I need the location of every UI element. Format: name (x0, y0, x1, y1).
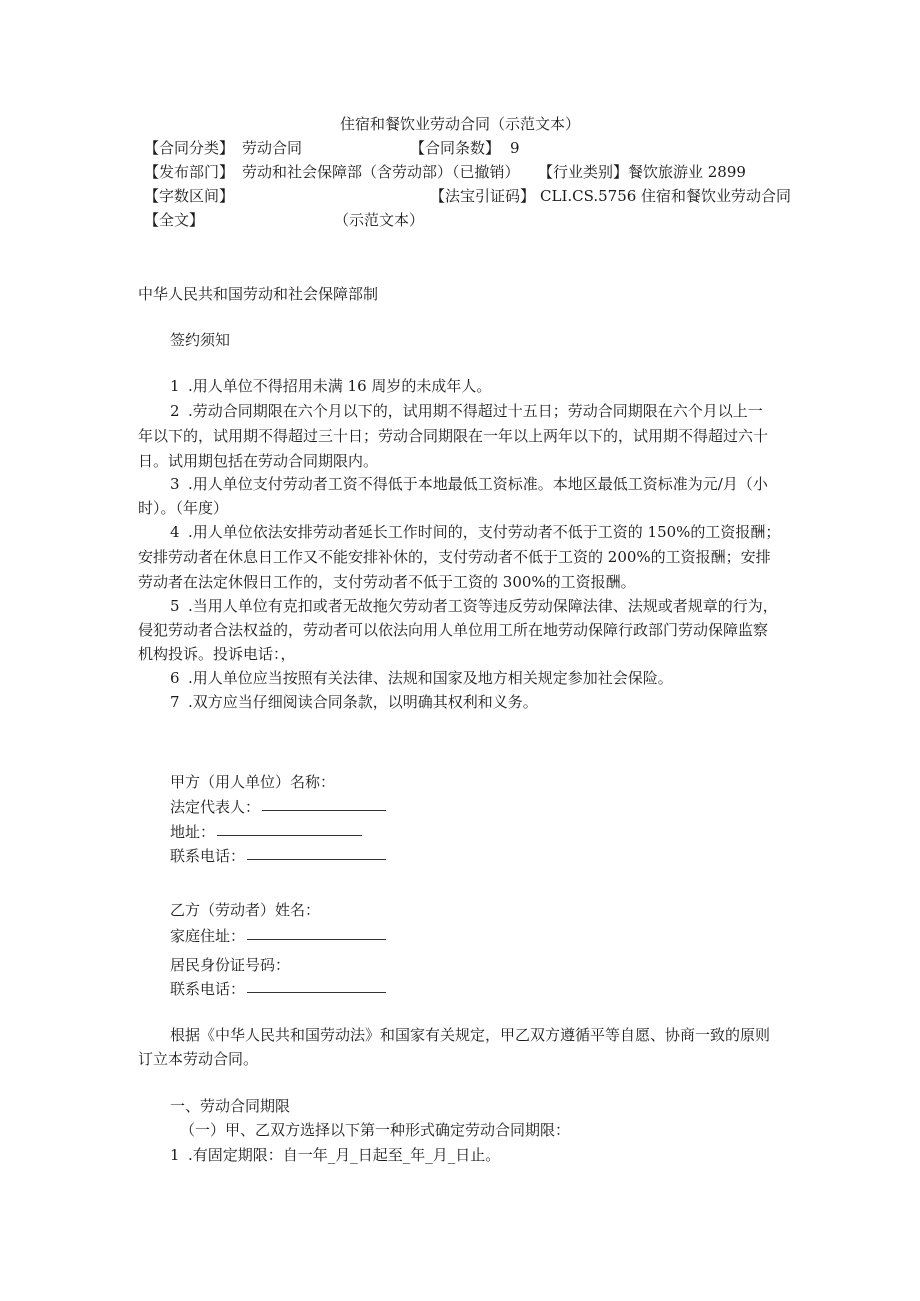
notice-6-text: .用人单位应当按照有关法律、法规和国家及地方相关规定参加社会保险。 (188, 669, 673, 687)
section1-item1-num: 1 (170, 1146, 180, 1164)
section1-heading: 一、劳动合同期限 (170, 1097, 291, 1115)
party-a-rep-blank[interactable] (262, 810, 386, 811)
party-a-phone-label: 联系电话： (170, 847, 246, 865)
notice-3-line2: 时）。（年度） (138, 499, 229, 517)
party-b-phone-blank[interactable] (247, 992, 386, 993)
basis-line1: 根据《中华人民共和国劳动法》和国家有关规定，甲乙双方遵循平等自愿、协商一致的原则 (170, 1026, 771, 1044)
notice-2-line3: 日。试用期包括在劳动合同期限内。 (138, 452, 379, 470)
notice-7-num: 7 (170, 693, 180, 711)
meta-cite-label: 【法宝引证码】 (430, 187, 536, 205)
notice-1-num: 1 (170, 377, 180, 395)
meta-industry-label: 【行业类别】 (538, 163, 629, 181)
basis-line2: 订立本劳动合同。 (138, 1050, 259, 1068)
issuer: 中华人民共和国劳动和社会保障部制 (138, 285, 379, 303)
document-title: 住宿和餐饮业劳动合同（示范文本） (339, 115, 580, 133)
meta-fulltext-label: 【全文】 (144, 211, 205, 229)
party-a-name-label: 甲方（用人单位）名称： (170, 773, 336, 791)
meta-count-label: 【合同条数】 (410, 139, 501, 157)
meta-category-value: 劳动合同 (242, 139, 303, 157)
notice-3-line1: .用人单位支付劳动者工资不得低于本地最低工资标准。本地区最低工资标准为元/月（小 (188, 475, 768, 493)
party-b-home-label: 家庭住址： (170, 927, 246, 945)
notice-7-text: .双方应当仔细阅读合同条款，以明确其权利和义务。 (188, 693, 538, 711)
notice-1-text: .用人单位不得招用未满 16 周岁的未成年人。 (188, 377, 492, 395)
meta-dept-value: 劳动和社会保障部（含劳动部）（已撤销） (242, 163, 520, 181)
section1-item1-text: .有固定期限：自一年_月_日起至_年_月_日止。 (188, 1146, 501, 1164)
party-a-addr-blank[interactable] (217, 835, 362, 836)
notice-4-line3: 劳动者在法定休假日工作的，支付劳动者不低于工资的 300%的工资报酬。 (138, 573, 636, 591)
party-a-rep-label: 法定代表人： (170, 798, 261, 816)
party-b-name-label: 乙方（劳动者）姓名： (170, 901, 321, 919)
notice-5-num: 5 (170, 597, 180, 615)
notice-4-line2: 安排劳动者在休息日工作又不能安排补休的，支付劳动者不低于工资的 200%的工资报酬；安排 (138, 548, 771, 566)
meta-category-label: 【合同分类】 (144, 139, 235, 157)
meta-words-label: 【字数区间】 (144, 187, 235, 205)
meta-dept-label: 【发布部门】 (144, 163, 235, 181)
party-a-phone-blank[interactable] (247, 859, 386, 860)
notice-3-num: 3 (170, 475, 180, 493)
meta-cite-value: CLI.CS.5756 住宿和餐饮业劳动合同 (540, 187, 792, 205)
notice-2-num: 2 (170, 402, 180, 420)
section1-sub1: （一）甲、乙双方选择以下第一种形式确定劳动合同期限： (180, 1121, 571, 1139)
notice-5-line1: .当用人单位有克扣或者无故拖欠劳动者工资等违反劳动保障法律、法规或者规章的行为， (188, 597, 778, 615)
party-a-addr-label: 地址： (170, 823, 216, 841)
notice-2-line2: 年以下的，试用期不得超过三十日；劳动合同期限在一年以上两年以下的，试用期不得超过六十 (138, 427, 769, 445)
party-b-id-label: 居民身份证号码： (170, 956, 291, 974)
notice-title: 签约须知 (170, 331, 231, 349)
notice-2-line1: .劳动合同期限在六个月以下的，试用期不得超过十五日；劳动合同期限在六个月以上一 (188, 402, 763, 420)
notice-4-num: 4 (170, 523, 180, 541)
party-b-home-blank[interactable] (247, 939, 386, 940)
notice-5-line2: 侵犯劳动者合法权益的，劳动者可以依法向用人单位用工所在地劳动保障行政部门劳动保障监察 (138, 621, 769, 639)
meta-industry-value: 餐饮旅游业 2899 (628, 163, 746, 181)
notice-4-line1: .用人单位依法安排劳动者延长工作时间的，支付劳动者不低于工资的 150%的工资报酬； (188, 523, 781, 541)
notice-6-num: 6 (170, 669, 180, 687)
notice-5-line3: 机构投诉。投诉电话：， (138, 645, 296, 663)
party-b-phone-label: 联系电话： (170, 980, 246, 998)
meta-count-value: 9 (510, 139, 520, 157)
meta-fulltext-value: （示范文本） (334, 211, 425, 229)
